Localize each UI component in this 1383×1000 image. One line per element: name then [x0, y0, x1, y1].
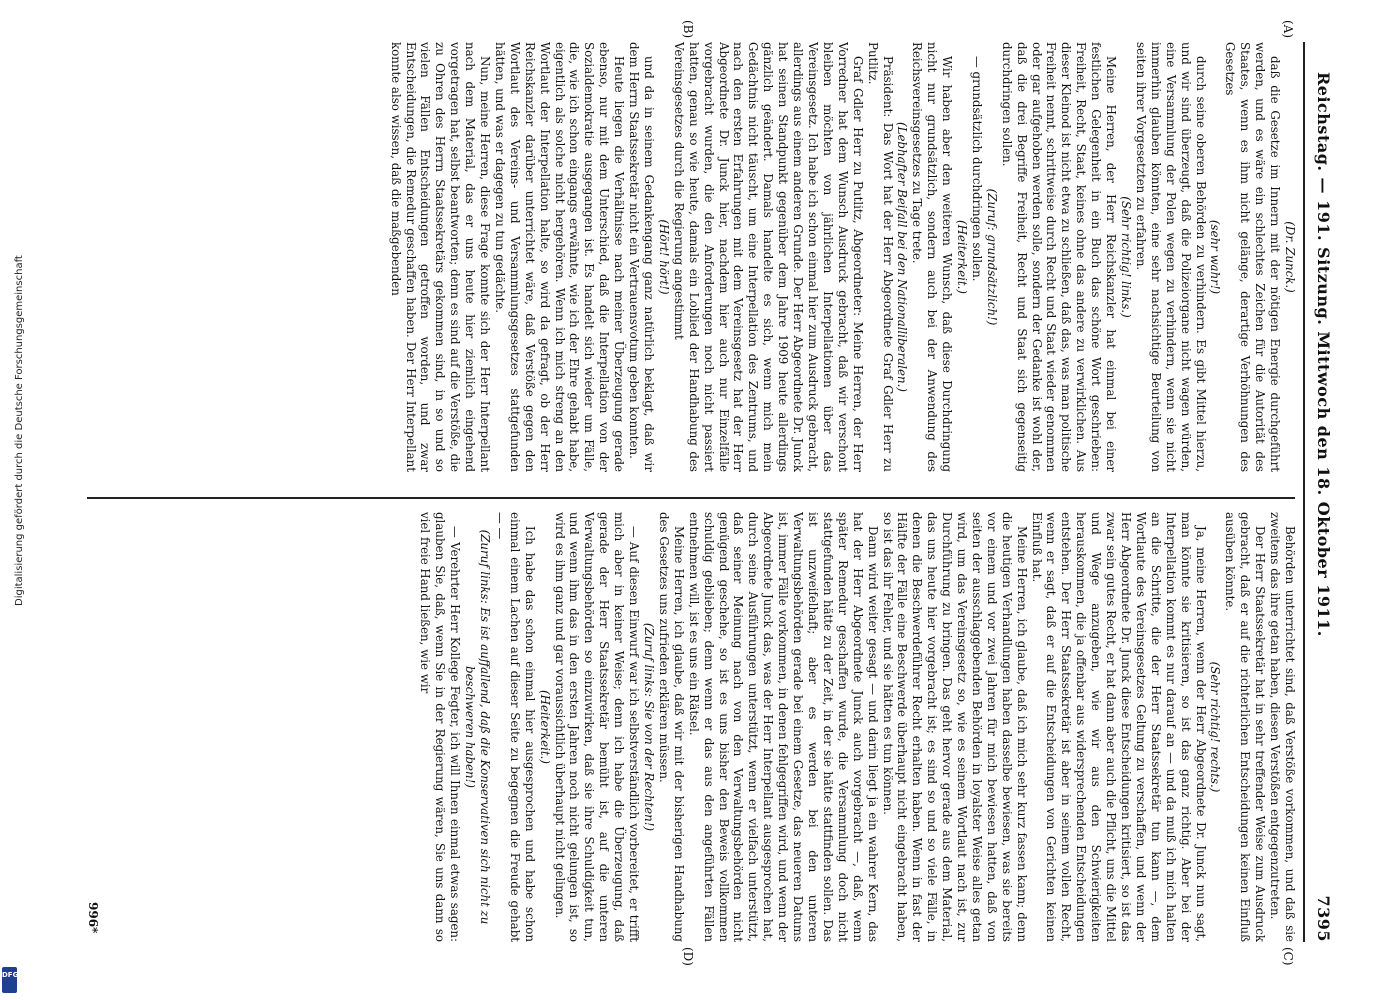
speaker-paragraph: Graf Gdler Herr zu Putlitz, Abgeordneter: Meine Herren, der Herr Vorredner hat dem Wunsch Ausdruck gebracht, daß wir verschont bleiben möchten von jährlichen Interpellationen über das Vereinsgesetz. Ich habe ich schon einmal hier zum Ausdruck gebracht, allerdings aus einem anderen Grunde. Der Herr Abgeordnete Dr. Junck hat seinen Standpunkt gegenüber dem Jahre 1909 heute allerdings gänzlich geändert. Damals handelte es sich, wenn mich mein Gedächtnis nicht täuscht, um eine Interpellation des Zentrums, und nach den ersten Erfahrungen mit dem Vereinsgesetz hat der Herr Abgeordnete Dr. Junck hier, nachdem hier auch nur Einzelfälle vorgebracht wurden, die den Anforderungen noch nicht passiert hatten, genau so wie heute, damals ein Loblied der Handhabung des Vereinsgesetzes durch die Regierung angestimmt	[671, 42, 865, 472]
paragraph: durch seine oberen Behörden zu verhindern. Es gibt Mittel hierzu, und wir sind überzeugt, daß die Polizeiorgane nicht wagen würden, eine Versammlung der Polen wegen zu verhindern, wenn sie nicht immerhin glauben könnten, eine sehr nachsichtige Beurteilung von seiten ihrer Vorgesetzten zu erfahren.	[1133, 42, 1208, 472]
interjection: (Heiterkeit.)	[955, 219, 970, 294]
speaker-paragraph: Präsident: Das Wort hat der Herr Abgeordnete Graf Gdler Herr zu Putlitz.	[865, 42, 895, 472]
interjection: (Dr. Zunck.)	[1283, 221, 1297, 293]
page-number: 7395	[1314, 895, 1333, 942]
paragraph: Behörden unterrichtet sind, daß Verstöße vorkommen, und daß sie zweitens das ihre getan haben, diesen Verstößen entgegenzutreten.	[1268, 512, 1297, 942]
interjection: (Sehr richtig! links.)	[1119, 196, 1134, 318]
right-column	[82, 512, 1297, 942]
paragraph: — Auf diesen Einwurf war ich selbstverständlich vorbereitet, er trifft mich aber in keiner Weise; denn ich habe die Überzeugung, daß gerade der Herr Staatssekretär bemüht ist, auf die unteren Verwaltungsbehörden so einzuwirken, daß sie ihre Schuldigkeit tun, und wenn ihm das in den ersten Jahren noch nicht gelungen ist, so wird es ihm ganz und gar voraussichtlich überhaupt nicht gelingen.	[552, 512, 642, 942]
paragraph: Heute liegen die Verhältnisse nach meiner Überzeugung gerade ebenso, nur mit dem Unterschied, daß die Interpellation von der Sozialdemokratie ausgegangen ist. Es handelt sich wieder um Fälle, die, wie ich schon eingangs erwähnte, wie ich der Ehre gehabt habe, eigentlich als solche nicht hergehören. Wenn ich mich streng an den Wortlaut der Interpellation halte, so wird da gefragt, ob der Herr Reichskanzler darüber unterrichtet wäre, daß Verstöße gegen den Wortlaut des Vereins- und Versammlungsgesetzes stattgefunden hätten, und was er dagegen zu tun gedächte.	[492, 42, 627, 472]
paragraph: Meine Herren, ich glaube, daß ich mich sehr kurz fassen kann; denn die heutigen Verhandlungen haben dasselbe bewiesen, was sie bereits vor einem und vor zwei Jahren für mich bewiesen hatten, daß von seiten der ausschlaggebenden Behörden in loyalster Weise alles getan wird, um das Vereinsgesetz so, wie es seinem Wortlaut nach ist, zur Durchführung zu bringen. Das geht hervor gerade aus dem Material, das uns heute hier vorgebracht ist; es sind so und so viele Fälle, in denen die Beschwerdeführer Recht erhalten haben. Wenn in fast der Hälfte der Fälle eine Beschwerde überhaupt nicht eingebracht haben, so ist das ihr Fehler, und sie hätten es tun können.	[880, 512, 1029, 942]
interjection: (Sehr richtig! rechts.)	[1208, 661, 1223, 793]
paragraph: Dann wird weiter gesagt — und darin liegt ja ein wahrer Kern, das hat der Herr Abgeordnete Junck auch vorgebracht —, daß, wenn später Remedur geschaffen wurde, die Versammlung doch nicht stattgefunden hätte zu der Zeit, in der sie hätte stattfinden sollen. Das ist unzweifelhaft; aber es werden bei den unteren Verwaltungsbehörden gerade bei einem Gesetze, das neueren Datums ist, immer Fälle vorkommen, in denen fehlgegriffen wird, und wenn der Abgeordnete Junck das, was der Herr Interpellant ausgesprochen hat, durch seine Ausführungen unterstützt, wenn er vielfach unterstützt, daß seiner Meinung nach von den Verwaltungsbehörden nicht genügend geschehe, so ist es uns bisher den Beweis vollkommen schuldig geblieben; denn wenn er das aus den angeführten Fällen entnehmen will, ist es uns ein Rätsel.	[686, 512, 880, 942]
paragraph: Meine Herren, ich glaube, daß wir mit der bisherigen Handhabung des Gesetzes uns zufrieden erklären müssen.	[656, 512, 686, 942]
paragraph: Der Herr Staatssekretär hat in sehr treffender Weise zum Ausdruck gebracht, daß er auf die richterlichen Entscheidungen keinen Einfluß ausüben könnte.	[1223, 512, 1268, 942]
header-rule	[1303, 42, 1305, 942]
paragraph: und da in seinem Gedankengang ganz natürlich beklagt, daß wir dem Herrn Staatssekretär nicht ein Vertrauensvotum geben konnten.	[627, 42, 657, 472]
left-column	[82, 42, 1297, 472]
paragraph: Wir haben aber den weiteren Wunsch, daß diese Durchdringung nicht nur grundsätzlich, sondern auch bei der Anwendung des Reichsvereinsgesetzes zu Tage trete.	[910, 42, 955, 472]
dfg-logo-text: DFG	[2, 971, 19, 979]
margin-mark-b: (B)	[681, 20, 695, 39]
credit-text: Digitalisierung gefördert durch die Deutsche Forschungsgemeinschaft	[14, 255, 25, 606]
signature-mark: 996*	[86, 902, 100, 934]
interjection: (Hört! hört!)	[656, 219, 671, 295]
rotated-page	[70, 20, 1335, 966]
paragraph: — grundsätzlich durchdringen sollen.	[969, 56, 984, 282]
margin-mark-c: (C)	[1281, 947, 1295, 966]
digitization-credit	[0, 0, 25, 1000]
interjection: (Zuruf: grundsätzlich!)	[984, 188, 999, 326]
paragraph: — Verehrter Herr Kollege Fegter, ich will Ihnen einmal etwas sagen: glauben Sie, daß, wenn Sie in der Regierung wären, Sie uns dann so viel freie Hand ließen, wie wir	[418, 512, 463, 942]
interjection: (sehr wahr!)	[1208, 219, 1223, 295]
paragraph: Meine Herren, der Herr Reichskanzler hat einmal bei einer festlichen Gelegenheit in ein Buch das schöne Wort geschrieben: Freiheit, Recht, Staat, keines ohne das andere zu verwirklichen. Aus dieser Kleinod ist nicht etwa zu schließen, daß das, was man politische Freiheit nennt, schrittweise durch Recht und Staat wieder genommen oder gar aufgehoben werden solle, sondern der Gedanke ist wohl der, daß die drei Begriffe Freiheit, Recht und Staat sich gegenseitig durchdringen sollen.	[999, 42, 1119, 472]
paragraph: Ich habe das schon einmal hier ausgesprochen und habe schon einmal einem Lachen auf dieser Seite zu begegnen die Freude gehabt — —	[492, 512, 537, 942]
interjection: (Zuruf links: Es ist auffallend, daß die Konservativen sich nicht zu beschweren haben!)	[463, 529, 493, 925]
margin-mark-d: (D)	[681, 947, 695, 966]
page-title: Reichstag. — 191. Sitzung. Mittwoch den 18. Oktober 1911.	[1314, 72, 1333, 637]
interjection: (Lebhafter Beifall bei den Nationalliberalen.)	[895, 122, 910, 392]
paragraph: daß die Gesetze im Innern mit der nötigen Energie durchgeführt werden, und es wäre ein schlechtes Zeichen für die Autorität des Staates, wenn es ihm nicht gelänge, derartige Verhöhnungen des Gesetzes	[1223, 42, 1283, 472]
page-header	[1307, 42, 1335, 942]
paragraph: Ja, meine Herren, wenn der Herr Abgeordnete Dr. Junck nun sagt, man könnte sie kritisieren, so ist das ganz richtig. Aber bei der Interpellation kommt es nur darauf an — und da muß ich mich halten an die Schritte, die der Herr Staatssekretär tun kann —, dem Wortlaute des Vereinsgesetzes Geltung zu verschaffen, und wenn der Herr Abgeordnete Dr. Junck diese Entscheidungen kritisiert, so ist das zwar sein gutes Recht, er hat dann aber auch die Pflicht, uns die Mittel und Wege anzugeben, wie wir aus den Schwierigkeiten herauskommen, die ja offenbar aus widersprechenden Entscheidungen entstehen. Der Herr Staatssekretär ist aber in seinem vollen Recht, wenn er sagt, daß er auf die Entscheidungen von Gerichten keinen Einfluß hat.	[1029, 512, 1208, 942]
margin-mark-a: (A)	[1281, 20, 1295, 39]
column-divider	[87, 497, 1295, 499]
interjection: (Heiterkeit.)	[537, 689, 552, 764]
dfg-logo	[2, 967, 17, 993]
interjection: (Zuruf links: Sie von der Rechten!)	[642, 622, 657, 832]
paragraph: Nun, meine Herren, diese Frage konnte sich der Herr Interpellant nach dem Material, das er uns heute hier ziemlich eingehend vorgetragen hat, selbst beantworten; denn es sind auf die Verstöße, die zu Ohren des Herrn Staatssekretärs gekommen sind, in so und so vielen Fällen Entscheidungen getroffen worden, und zwar Entscheidungen, die Remedur geschaffen haben. Der Herr Interpellant konnte also wissen, daß die maßgebenden	[388, 42, 493, 472]
